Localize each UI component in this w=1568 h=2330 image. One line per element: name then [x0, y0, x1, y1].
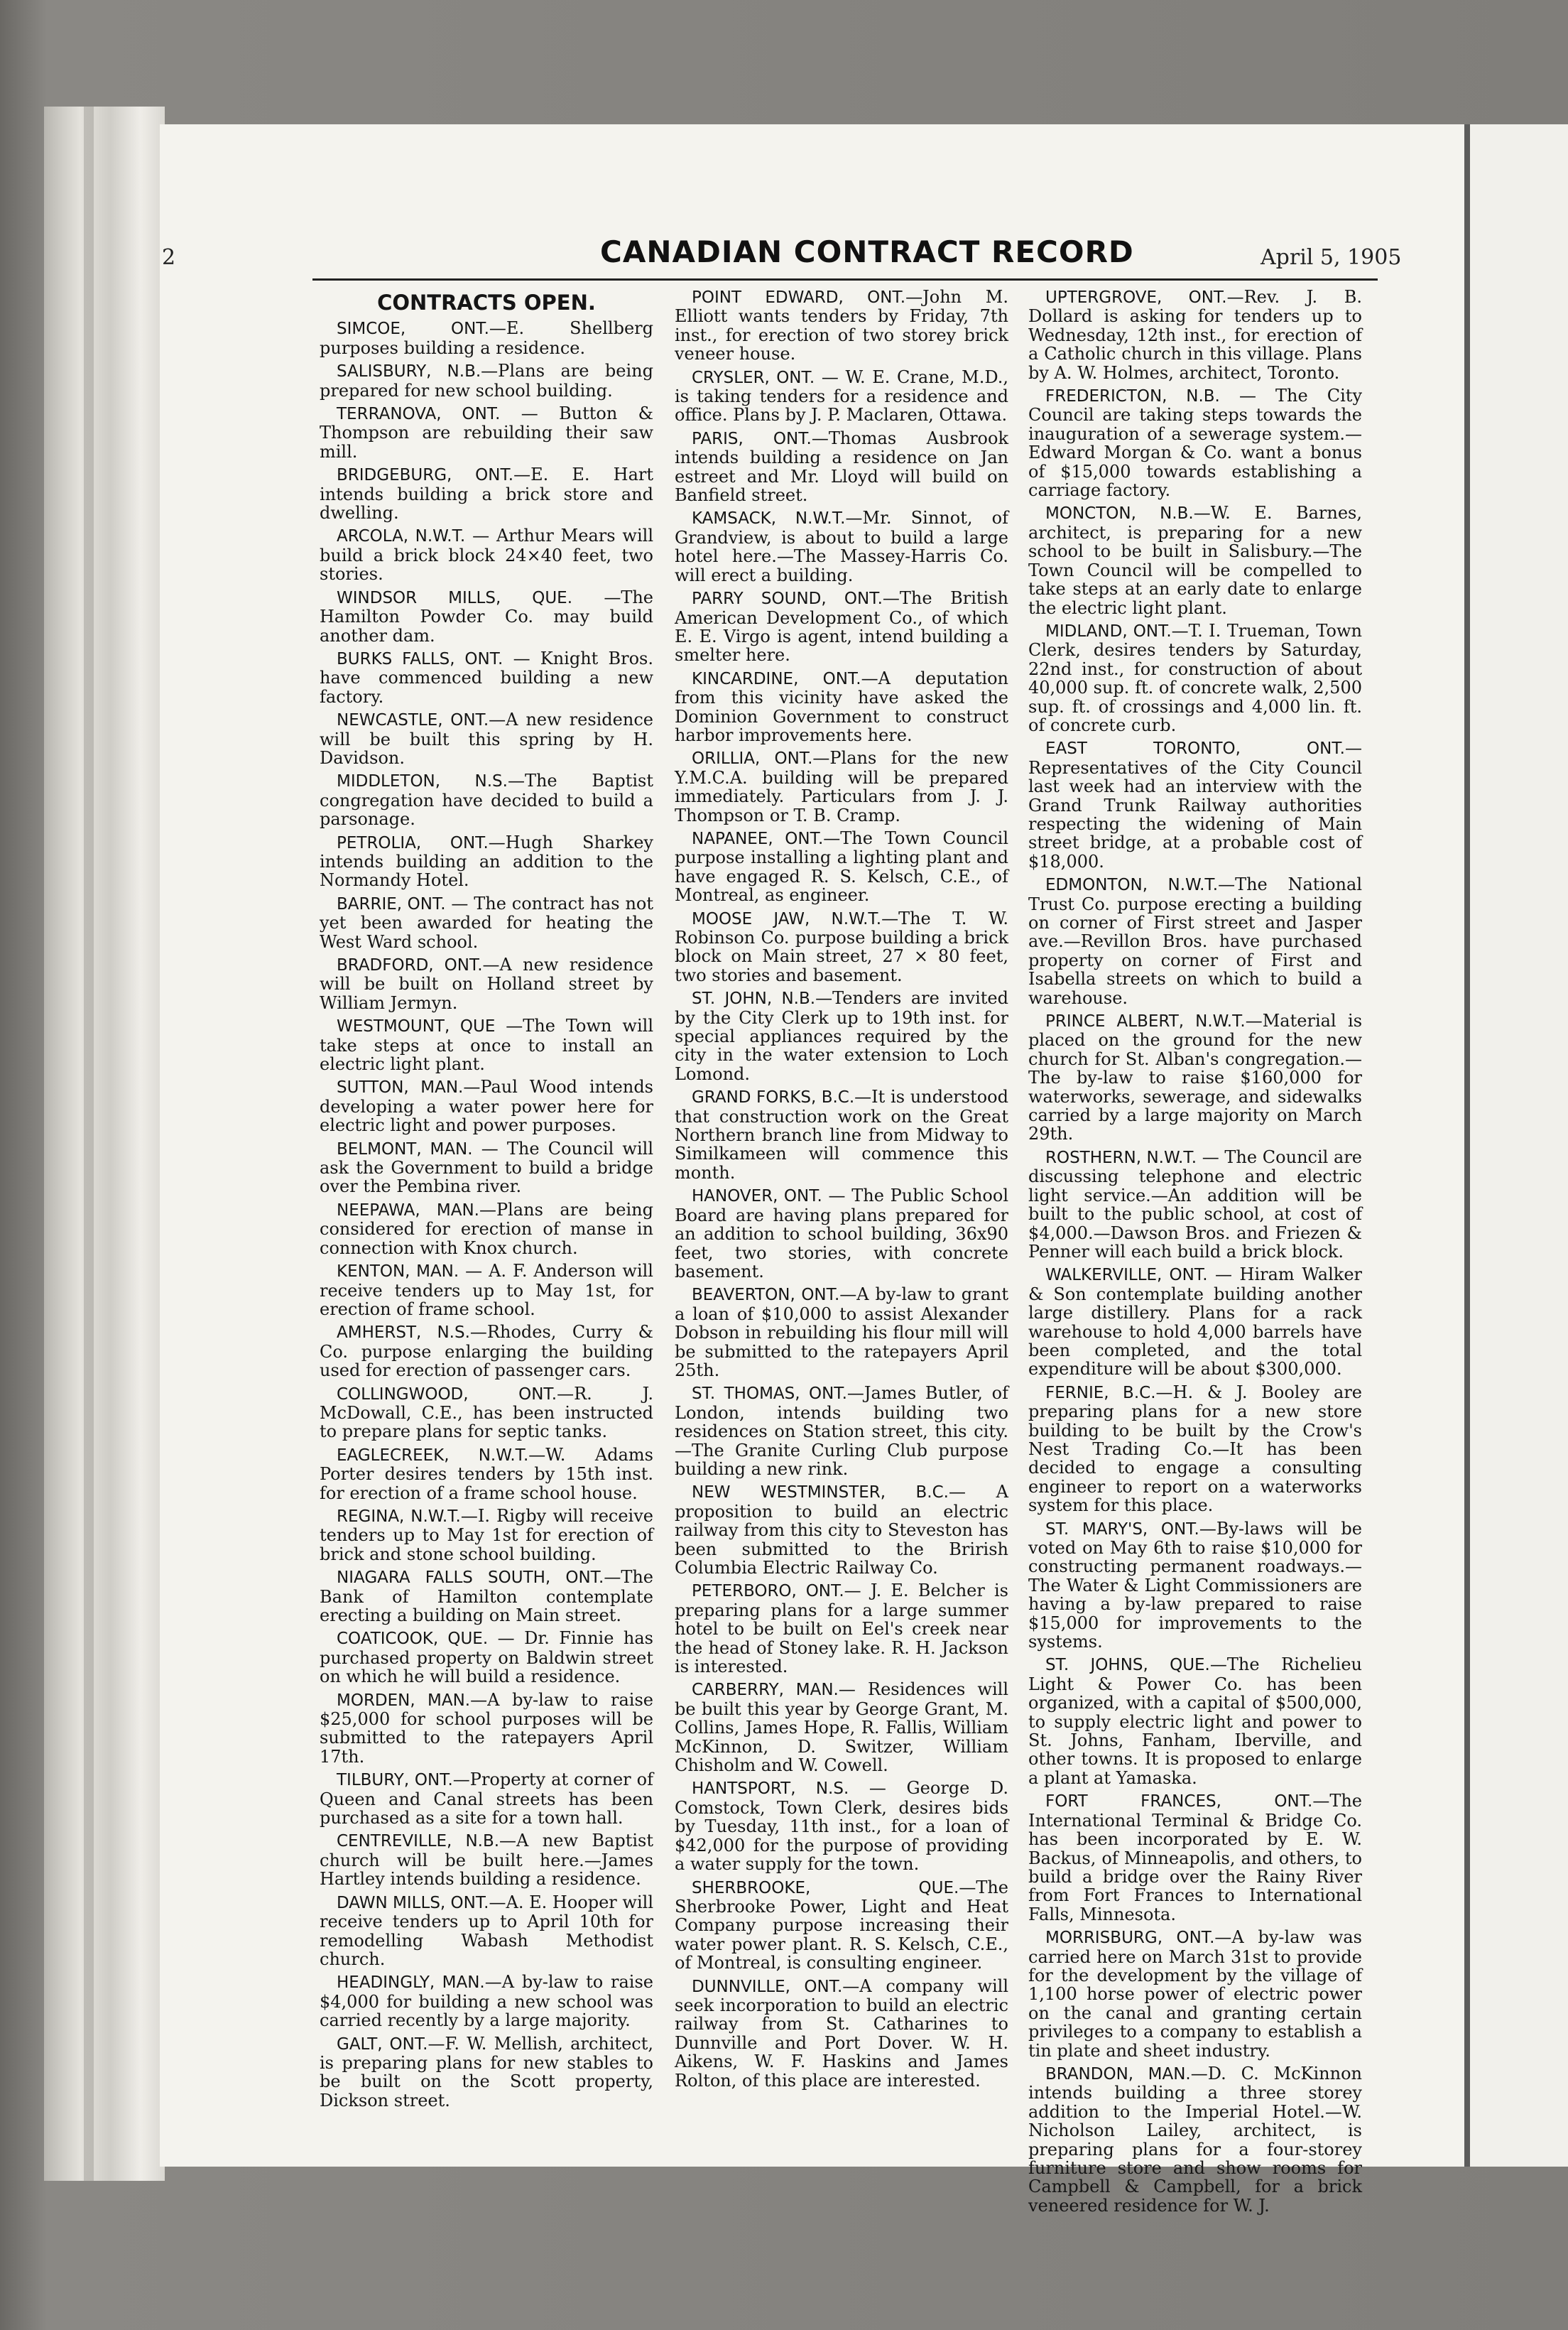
entry-text: —Material is placed on the ground for the new church for St. Alban's congregation.—The by-law to raise $160,000 for waterworks, sewerage, and sidewalks carried by a large majority on March 29th. — [1028, 1011, 1363, 1144]
entry-text: —Tenders are invited by the City Clerk up to 19th inst. for special appliances required by the city in the water extension to Loch Lomond. — [675, 988, 1008, 1084]
entry-text: —Mr. Sinnot, of Grandview, is about to build a large hotel here.—The Massey-Harris Co. will erect a building. — [675, 508, 1008, 585]
entry-place: PARIS, ONT. — [692, 429, 812, 448]
entry-place: HANOVER, ONT. — [692, 1187, 822, 1206]
contract-entry — [675, 1581, 1008, 1676]
entry-text: — Knight Bros. have commenced building a new factory. — [320, 648, 653, 707]
entry-text: — Residences will be built this year by George Grant, M. Collins, James Hope, R. Fallis, William McKinnon, D. Switzer, William Chisholm and W. Cowell. — [675, 1679, 1009, 1776]
entry-text: — The Council are discussing telephone and electric light service.—An addition will be built to the public school, at cost of $4,000.—Dawson Bros. and Friezen & Penner will each build a brick block. — [1028, 1147, 1363, 1262]
entry-place: PETROLIA, ONT. — [337, 833, 489, 852]
contract-entry — [1028, 622, 1362, 735]
entry-text: —A by-law to grant a loan of $10,000 to assist Alexander Dobson in rebuilding his flour mill will be submitted to the ratepayers April 25th. — [675, 1284, 1008, 1380]
entry-place: MOOSE JAW, N.W.T. — [692, 909, 882, 928]
contract-entry — [675, 1680, 1008, 1774]
entry-text: —D. C. McKinnon intends building a three storey addition to the Imperial Hotel.—W. Nicholson Lailey, architect, is preparing plans for a four-storey furniture store and show rooms for Campbell & Campbell, for a brick veneered residence for W. J. — [1028, 2063, 1362, 2216]
entry-text: —The Richelieu Light & Power Co. has been organized, with a capital of $500,000, to supply electric light and power to St. Johns, Fanham, Iberville, and other towns. It is proposed to enlarge a plant at Yamaska. — [1028, 1654, 1362, 1788]
entry-text: — George D. Comstock, Town Clerk, desires bids by Tuesday, 11th inst., for a loan of $42,000 for the purpose of providing a water supply for the town. — [675, 1778, 1009, 1875]
entry-place: HEADINGLY, MAN. — [337, 1973, 485, 1993]
contract-entry — [1028, 288, 1362, 382]
entry-text: —Paul Wood intends developing a water power here for electric light and power purposes. — [320, 1077, 653, 1136]
contract-entry — [675, 989, 1008, 1083]
contract-entry — [320, 1893, 653, 1969]
entry-place: WINDSOR MILLS, QUE. — [337, 588, 573, 607]
contract-entry — [320, 1446, 653, 1502]
contract-entry — [320, 526, 653, 583]
entry-text: —John M. Elliott wants tenders by Friday, 7th inst., for erection of two storey brick veneer house. — [675, 287, 1008, 364]
entry-place: NIAGARA FALLS SOUTH, ONT. — [337, 1568, 604, 1588]
entry-place: DUNNVILLE, ONT. — [692, 1977, 843, 1996]
entry-place: SHERBROOKE, QUE. — [692, 1878, 959, 1897]
entry-text: —Rhodes, Curry & Co. purpose enlarging the building used for erection of passenger cars. — [320, 1322, 654, 1381]
contract-entry — [675, 669, 1008, 745]
entry-text: — J. E. Belcher is preparing plans for a large summer hotel to be built on Eel's creek near the head of Stoney lake. R. H. Jackson is interested. — [675, 1581, 1009, 1677]
entry-place: COLLINGWOOD, ONT. — [337, 1385, 557, 1404]
entry-place: BELMONT, MAN. — [337, 1139, 473, 1159]
entry-place: AMHERST, N.S. — [337, 1323, 470, 1343]
contract-entry — [320, 710, 653, 767]
entry-text: —T. I. Trueman, Town Clerk, desires tenders by Saturday, 22nd inst., for construction of about 40,000 sup. ft. of concrete walk, 2,500 sup. ft. of crossings and 4,000 lin. ft. of concrete curb. — [1028, 620, 1362, 735]
entry-place: KINCARDINE, ONT. — [692, 669, 861, 688]
contract-entry — [675, 288, 1008, 364]
entry-text: —E. Shellberg purposes building a residence. — [320, 318, 653, 358]
entry-place: TERRANOVA, ONT. — [337, 405, 501, 424]
journal-title: CANADIAN CONTRACT RECORD — [600, 234, 1134, 269]
contract-entry — [1028, 1792, 1362, 1924]
contract-entry — [675, 1878, 1008, 1973]
issue-date: April 5, 1905 — [1261, 245, 1402, 270]
entry-place: ST. THOMAS, ONT. — [692, 1385, 847, 1404]
adjacent-page-strip — [1470, 124, 1568, 2167]
contract-entry — [675, 749, 1008, 825]
contract-entry — [320, 1629, 653, 1686]
entry-text: —H. & J. Booley are preparing plans for a new store building to be built by the Crow's Nest Trading Co.—It has been decided to engage a consulting engineer to report on a waterworks system for this place. — [1028, 1382, 1362, 1516]
contract-entry — [1028, 1383, 1362, 1515]
entry-place: EAST TORONTO, ONT. — [1045, 739, 1345, 759]
contract-entry — [675, 429, 1008, 505]
entry-text: — The Council will ask the Government to build a bridge over the Pembina river. — [320, 1138, 653, 1197]
contract-entry — [675, 1483, 1008, 1577]
contract-entry — [320, 1973, 653, 2030]
contract-entry — [1028, 1012, 1362, 1144]
entry-text: —A by-law to raise $4,000 for building a new school was carried recently by a large majority. — [320, 1972, 653, 2031]
entry-text: —The Bank of Hamilton contemplate erecting a building on Main street. — [320, 1567, 653, 1625]
entry-text: —The Town Council purpose installing a lighting plant and have engaged R. S. Kelsch, C.E., of Montreal, as engineer. — [675, 828, 1009, 906]
entry-place: ROSTHERN, N.W.T. — [1045, 1148, 1197, 1167]
entry-place: MIDDLETON, N.S. — [337, 772, 508, 791]
entry-place: KENTON, MAN. — [337, 1262, 459, 1282]
entry-place: POINT EDWARD, ONT. — [692, 288, 906, 307]
entry-place: COATICOOK, QUE. — [337, 1630, 489, 1649]
entry-place: BARRIE, ONT. — [337, 894, 446, 914]
section-title: CONTRACTS OPEN. — [377, 291, 596, 315]
entry-place: SIMCOE, ONT. — [337, 320, 489, 339]
entry-text: —Hugh Sharkey intends building an addition to the Normandy Hotel. — [320, 832, 653, 891]
contract-entry — [675, 1384, 1008, 1478]
entry-text: — Dr. Finnie has purchased property on Baldwin street on which he will build a residence. — [320, 1628, 653, 1687]
entry-place: NEWCASTLE, ONT. — [337, 711, 489, 730]
entry-place: CENTREVILLE, N.B. — [337, 1832, 500, 1851]
contract-entry — [675, 589, 1008, 665]
contract-entry — [1028, 875, 1362, 1007]
entry-place: ORILLIA, ONT. — [692, 749, 813, 769]
entry-text: —A new residence will be built on Holland street by William Jermyn. — [320, 955, 653, 1013]
entry-text: —A company will seek incorporation to build an electric railway from St. Catharines to Dunnville and Port Dover. W. H. Aikens, W. F. Haskins and James Rolton, of this place are interested. — [675, 1976, 1008, 2091]
entry-place: CRYSLER, ONT. — [692, 368, 815, 387]
entry-text: —A new Baptist church will be built here.—James Hartley intends building a residence. — [320, 1831, 653, 1890]
contract-entry — [320, 362, 653, 400]
entry-text: —Plans are being considered for erection of manse in connection with Knox church. — [320, 1199, 653, 1258]
entry-text: —It is understood that construction work on the Great Northern branch line from Midway to Similkameen will commence this month. — [675, 1087, 1008, 1183]
entry-place: BEAVERTON, ONT. — [692, 1286, 840, 1305]
entry-text: —James Butler, of London, intends building two residences on Station street, this city.—The Granite Curling Club purpose building a new rink. — [675, 1383, 1008, 1479]
contract-entry — [320, 319, 653, 357]
entry-text: —Plans for the new Y.M.C.A. building will be prepared immediately. Particulars from J. J. Thompson or T. B. Cramp. — [675, 748, 1008, 825]
book-page-edges — [44, 107, 165, 2181]
contract-entry — [320, 955, 653, 1012]
entry-text: —A by-law to raise $25,000 for school purposes will be submitted to the ratepayers April 17th. — [320, 1689, 653, 1767]
page-fold-line — [1464, 124, 1470, 2167]
contract-entry — [320, 894, 653, 951]
header-rule — [312, 278, 1378, 281]
contract-entry — [320, 1323, 653, 1380]
entry-text: —Plans are being prepared for new school building. — [320, 361, 653, 401]
entry-text: —Rev. J. B. Dollard is asking for tenders up to Wednesday, 12th inst., for erection of a Catholic church in this village. Plans by A. W. Holmes, architect, Toronto. — [1028, 287, 1362, 383]
entry-place: ST. JOHNS, QUE. — [1045, 1656, 1210, 1675]
column-1 — [320, 288, 653, 2114]
entry-place: MONCTON, N.B. — [1045, 504, 1194, 524]
contract-entry — [1028, 1148, 1362, 1261]
entry-place: HANTSPORT, N.S. — [692, 1779, 849, 1799]
entry-place: EDMONTON, N.W.T. — [1045, 876, 1219, 895]
contract-entry — [1028, 504, 1362, 617]
entry-place: EAGLECREEK, N.W.T. — [337, 1446, 529, 1465]
entry-text: —A by-law was carried here on March 31st to provide for the development by the village of 1,100 horse power of electric power on the canal and granting certain privileges to a company to establish a tin plate and sheet industry. — [1028, 1927, 1362, 2061]
entry-text: —Thomas Ausbrook intends building a residence on Jan estreet and Mr. Lloyd will build on Banfield street. — [675, 428, 1008, 506]
contract-entry — [320, 1691, 653, 1767]
entry-place: SALISBURY, N.B. — [337, 362, 481, 381]
contract-entry — [320, 833, 653, 890]
contract-entry — [1028, 1928, 1362, 2060]
entry-place: FERNIE, B.C. — [1045, 1383, 1156, 1402]
contract-entry — [320, 649, 653, 706]
entry-text: — The City Council are taking steps towards the inauguration of a sewerage system.—Edward Morgan & Co. want a bonus of $15,000 towards establishing a carriage factory. — [1028, 386, 1363, 501]
contract-entry — [1028, 1265, 1362, 1378]
contract-entry — [1028, 2064, 1362, 2215]
contract-entry — [320, 465, 653, 522]
contract-entry — [320, 588, 653, 645]
entry-text: — The Public School Board are having plans prepared for an addition to school building, 36x90 feet, two stories, with concrete basement. — [675, 1186, 1008, 1282]
entry-text: —Representatives of the City Council last week had an interview with the Grand Trunk Railway authorities respecting the widening of Main street bridge, at a probable cost of $18,000. — [1028, 738, 1362, 872]
page-number: 2 — [162, 245, 176, 270]
contract-entry — [320, 1831, 653, 1888]
column-3 — [1028, 288, 1362, 2219]
contract-entry — [320, 2034, 653, 2110]
entry-text: —F. W. Mellish, architect, is preparing plans for new stables to be built on the Scott property, Dickson street. — [320, 2033, 653, 2110]
entry-place: TILBURY, ONT. — [337, 1771, 453, 1790]
entry-place: PARRY SOUND, ONT. — [692, 590, 883, 609]
entry-text: — The contract has not yet been awarded for heating the West Ward school. — [320, 893, 653, 952]
entry-place: FORT FRANCES, ONT. — [1045, 1792, 1313, 1811]
contract-entry — [675, 909, 1008, 985]
entry-text: —The National Trust Co. purpose erecting a building on corner of First street and Jasper ave.—Revillon Bros. have purchased property on corner of First and Isabella streets on which to build a warehouse. — [1028, 874, 1362, 1008]
contract-entry — [1028, 386, 1362, 499]
entry-place: ST. JOHN, N.B. — [692, 990, 816, 1009]
contract-entry — [675, 1088, 1008, 1182]
entry-place: PETERBORO, ONT. — [692, 1582, 844, 1601]
entry-text: —A deputation from this vicinity have asked the Dominion Government to construct harbor improvements here. — [675, 668, 1009, 745]
entry-text: — Arthur Mears will build a brick block 24×40 feet, two stories. — [320, 526, 653, 585]
column-2 — [675, 288, 1008, 2094]
contract-entry — [320, 1078, 653, 1134]
contract-entry — [1028, 1519, 1362, 1652]
entry-place: MORRISBURG, ONT. — [1045, 1929, 1215, 1948]
contract-entry — [320, 1568, 653, 1625]
entry-text: —W. E. Barnes, architect, is preparing for a new school to be built in Salisbury.—The Town Council will be compelled to take steps at an early date to enlarge the electric light plant. — [1028, 503, 1362, 618]
entry-place: KAMSACK, N.W.T. — [692, 509, 846, 529]
entry-place: BRADFORD, ONT. — [337, 956, 483, 975]
entry-place: WESTMOUNT, QUE — [337, 1017, 496, 1036]
entry-place: ST. MARY'S, ONT. — [1045, 1519, 1199, 1539]
entry-place: UPTERGROVE, ONT. — [1045, 288, 1227, 307]
entry-text: — A. F. Anderson will receive tenders up to May 1st, for erection of frame school. — [320, 1261, 653, 1319]
contract-entry — [675, 1186, 1008, 1281]
contract-entry — [675, 829, 1008, 905]
entry-place: FREDERICTON, N.B. — [1045, 387, 1220, 406]
entry-text: —The Sherbrooke Power, Light and Heat Company purpose increasing their water power plant. R. S. Kelsch, C.E., of Montreal, is consulting engineer. — [675, 1877, 1008, 1973]
entry-text: —W. Adams Porter desires tenders by 15th inst. for erection of a frame school house. — [320, 1444, 653, 1503]
contract-entry — [320, 771, 653, 828]
entry-place: BRIDGEBURG, ONT. — [337, 466, 514, 485]
binding-shadow — [84, 107, 94, 2181]
entry-place: WALKERVILLE, ONT. — [1045, 1266, 1208, 1285]
entry-text: —I. Rigby will receive tenders up to May 1st for erection of brick and stone school building. — [320, 1505, 653, 1564]
entry-text: —R. J. McDowall, C.E., has been instructed to prepare plans for septic tanks. — [320, 1383, 654, 1442]
entry-place: REGINA, N.W.T. — [337, 1507, 461, 1526]
entry-text: — Hiram Walker & Son contemplate building another large distillery. Plans for a rack warehouse to hold 4,000 barrels have been completed, and the total expenditure will be about $300,000. — [1028, 1264, 1362, 1380]
contract-entry — [675, 1977, 1008, 2090]
contract-entry — [1028, 739, 1362, 871]
entry-place: GRAND FORKS, B.C. — [692, 1088, 855, 1107]
entry-place: MIDLAND, ONT. — [1045, 622, 1172, 641]
entry-place: NAPANEE, ONT. — [692, 829, 824, 848]
entry-text: —The Hamilton Powder Co. may build another dam. — [320, 587, 653, 646]
contract-entry — [320, 1262, 653, 1318]
contract-entry — [320, 1139, 653, 1196]
contract-entry — [675, 368, 1008, 425]
contract-entry — [1028, 1655, 1362, 1787]
entry-place: MORDEN, MAN. — [337, 1691, 471, 1710]
entry-text: —The Town will take steps at once to install an electric light plant. — [320, 1016, 653, 1075]
entry-text: —The British American Development Co., of which E. E. Virgo is agent, intend building a smelter here. — [675, 588, 1008, 666]
entry-text: —E. E. Hart intends building a brick store and dwelling. — [320, 465, 653, 524]
entry-place: DAWN MILLS, ONT. — [337, 1893, 489, 1912]
entry-place: BURKS FALLS, ONT. — [337, 649, 503, 668]
entry-text: —The International Terminal & Bridge Co. has been incorporated by E. W. Backus, of Minneapolis, and others, to build a bridge over the Rainy River from Fort Frances to International Falls, Minnesota. — [1028, 1791, 1362, 1924]
entry-text: —Property at corner of Queen and Canal streets has been purchased as a site for a town hall. — [320, 1770, 653, 1828]
entry-text: — Button & Thompson are rebuilding their saw mill. — [320, 403, 653, 462]
entry-text: —The T. W. Robinson Co. purpose building a brick block on Main street, 27 × 80 feet, two stories and basement. — [675, 908, 1009, 985]
contract-entry — [320, 1770, 653, 1827]
entry-place: CARBERRY, MAN. — [692, 1681, 839, 1700]
contract-entry — [320, 1385, 653, 1441]
contract-entry — [320, 404, 653, 461]
contract-entry — [320, 1017, 653, 1073]
entry-text: —The Baptist congregation have decided to build a parsonage. — [320, 771, 653, 830]
entry-text: — W. E. Crane, M.D., is taking tenders for a residence and office. Plans by J. P. Maclaren, Ottawa. — [675, 367, 1009, 426]
contract-entry — [320, 1507, 653, 1564]
entry-text: — A proposition to build an electric railway from this city to Steveston has been submitted to the Brirish Columbia Electric Railway Co. — [675, 1482, 1008, 1578]
entry-place: PRINCE ALBERT, N.W.T. — [1045, 1012, 1246, 1031]
entry-place: GALT, ONT. — [337, 2034, 428, 2054]
entry-place: SUTTON, MAN. — [337, 1078, 464, 1098]
entry-text: —A new residence will be built this spring by H. Davidson. — [320, 710, 653, 768]
contract-entry — [675, 509, 1008, 585]
contract-entry — [675, 1285, 1008, 1380]
entry-place: BRANDON, MAN. — [1045, 2064, 1191, 2084]
entry-text: —By-laws will be voted on May 6th to raise $10,000 for constructing permanent roadways.—The Water & Light Commissioners are having a by-law prepared to raise $15,000 for improvements to the systems. — [1028, 1518, 1362, 1652]
entry-place: NEW WESTMINSTER, B.C. — [692, 1483, 949, 1502]
entry-text: —A. E. Hooper will receive tenders up to April 10th for remodelling Wabash Methodist church. — [320, 1892, 653, 1969]
contract-entry — [675, 1779, 1008, 1873]
entry-place: NEEPAWA, MAN. — [337, 1201, 479, 1220]
entry-place: ARCOLA, N.W.T. — [337, 527, 466, 546]
contract-entry — [320, 1201, 653, 1257]
